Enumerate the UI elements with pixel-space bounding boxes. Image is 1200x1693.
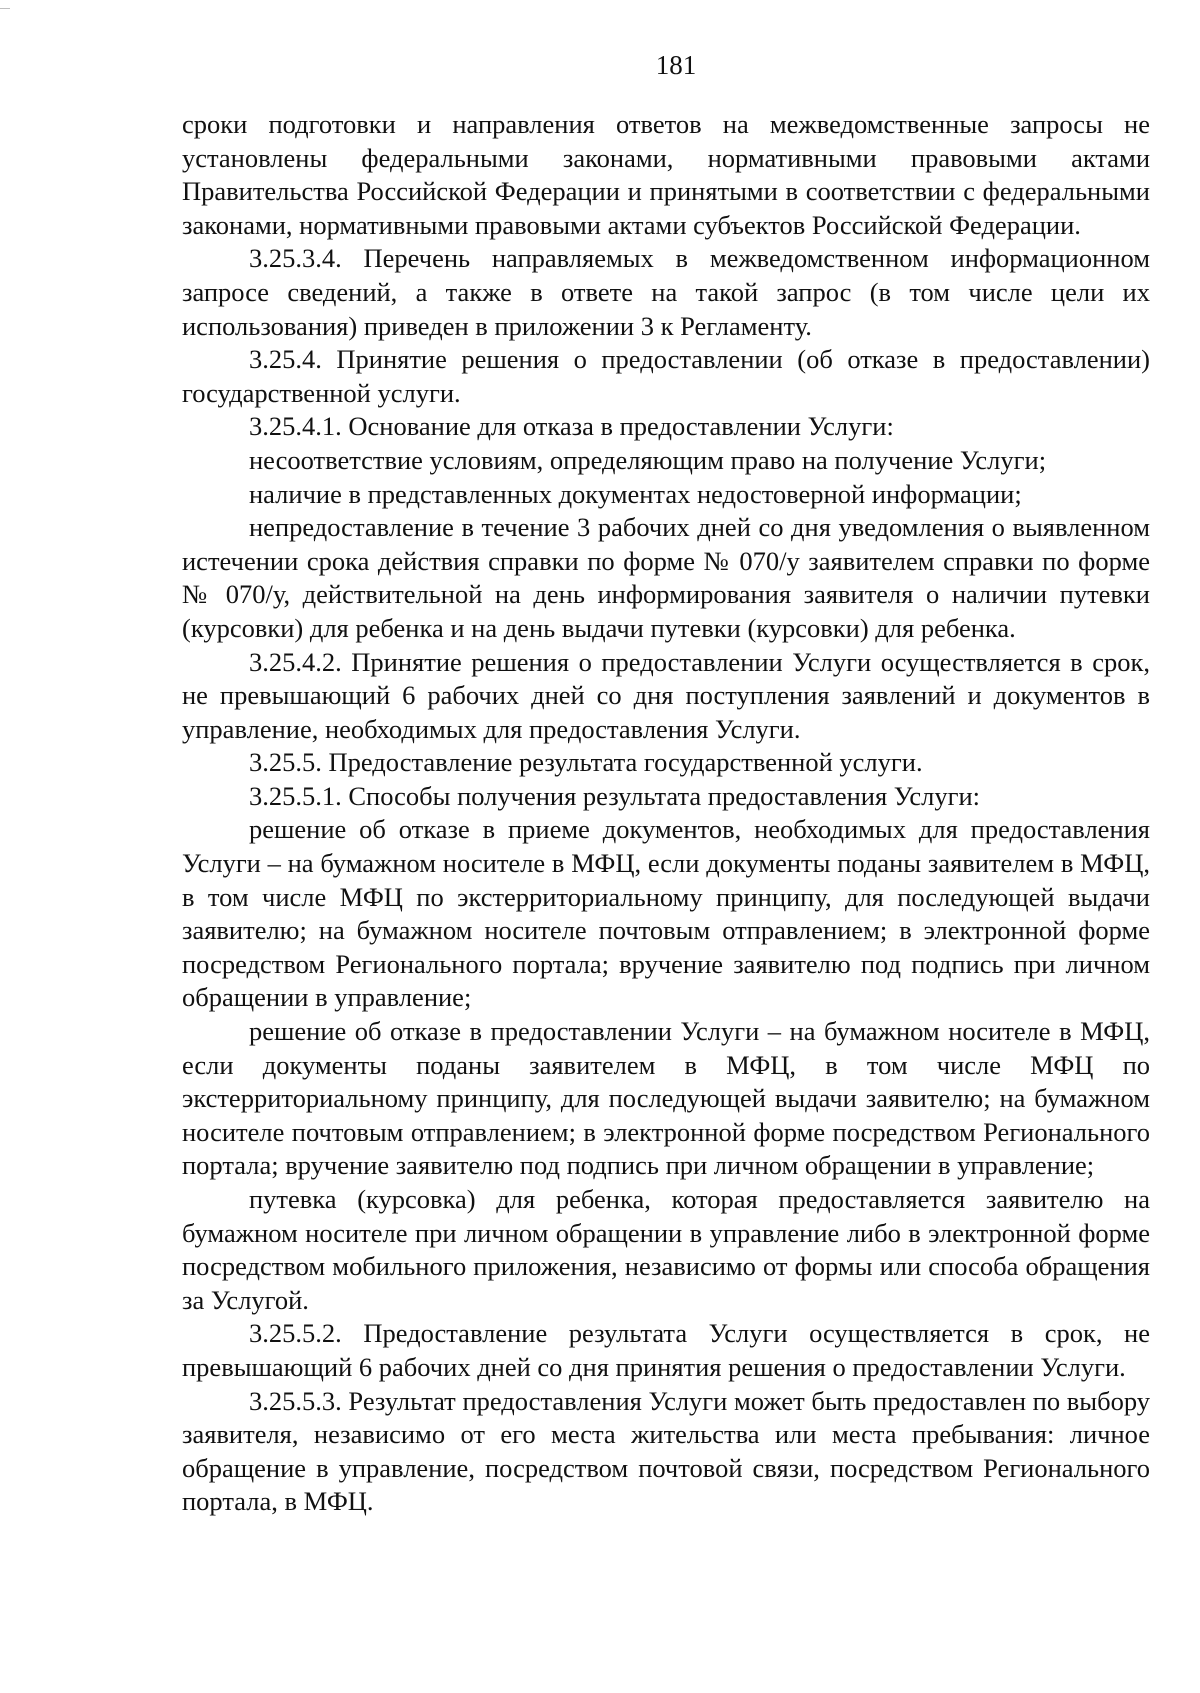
paragraph: 3.25.4.2. Принятие решения о предоставлении Услуги осуществляется в срок, не превышающий 6 рабочих дней со дня поступления заявлений и документов в управление, необходимых для предоставления Услуги.	[182, 646, 1150, 744]
paragraph: решение об отказе в предоставлении Услуги – на бумажном носителе в МФЦ, если документы поданы заявителем в МФЦ, в том числе МФЦ по экстерриториальному принципу, для последующей выдачи заявителю; на бумажном носителе почтовым отправлением; в электронной форме посредством Регионального портала; вручение заявителю под подпись при личном обращении в управление;	[182, 1016, 1150, 1181]
paragraph: 3.25.5.2. Предоставление результата Услуги осуществляется в срок, не превышающий 6 рабочих дней со дня принятия решения о предоставлении Услуги.	[182, 1318, 1150, 1382]
paragraph: 3.25.4.1. Основание для отказа в предоставлении Услуги:	[249, 411, 894, 442]
paragraph: 3.25.5.3. Результат предоставления Услуги может быть предоставлен по выбору заявителя, независимо от его места жительства или места пребывания: личное обращение в управление, посредством почтовой связи, посредством Регионального портала, в МФЦ.	[182, 1385, 1150, 1517]
paragraph: 3.25.4. Принятие решения о предоставлении (об отказе в предоставлении) государственной услуги.	[182, 344, 1150, 408]
paragraph: 3.25.5. Предоставление результата государственной услуги.	[249, 747, 923, 778]
paragraph: решение об отказе в приеме документов, необходимых для предоставления Услуги – на бумажном носителе в МФЦ, если документы поданы заявителем в МФЦ, в том числе МФЦ по экстерриториальному принципу, для последующей выдачи заявителю; на бумажном носителе почтовым отправлением; в электронной форме посредством Регионального портала; вручение заявителю под подпись при личном обращении в управление;	[182, 814, 1150, 1013]
scan-mark	[0, 0, 10, 9]
paragraph: 3.25.3.4. Перечень направляемых в межведомственном информационном запросе сведений, а также в ответе на такой запрос (в том числе цели их использования) приведен в приложении 3 к Регламенту.	[182, 243, 1150, 341]
paragraph: наличие в представленных документах недостоверной информации;	[249, 478, 1022, 509]
document-body	[182, 108, 1150, 1519]
paragraph: несоответствие условиям, определяющим право на получение Услуги;	[249, 444, 1047, 475]
paragraph: сроки подготовки и направления ответов на межведомственные запросы не установлены федеральными законами, нормативными правовыми актами Правительства Российской Федерации и принятыми в соответствии с федеральными законами, нормативными правовыми актами субъектов Российской Федерации.	[182, 109, 1150, 240]
paragraph: 3.25.5.1. Способы получения результата предоставления Услуги:	[249, 780, 981, 811]
page-number: 181	[655, 50, 697, 80]
paragraph: путевка (курсовка) для ребенка, которая предоставляется заявителю на бумажном носителе при личном обращении в управление либо в электронной форме посредством мобильного приложения, независимо от формы или способа обращения за Услугой.	[182, 1184, 1150, 1315]
paragraph: непредоставление в течение 3 рабочих дней со дня уведомления о выявленном истечении срока действия справки по форме № 070/у заявителем справки по форме № 070/у, действительной на день информирования заявителя о наличии путевки (курсовки) для ребенка и на день выдачи путевки (курсовки) для ребенка.	[182, 512, 1150, 643]
